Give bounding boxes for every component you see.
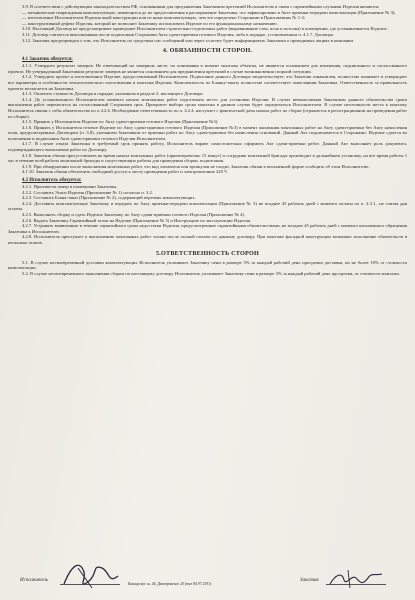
paragraph: 4.2.7. Устранять выявленные в течение гарантийного срока недостатки Изделия, предусмотренные гарантийными обязательствами, не позднее 45 рабочих дней с момента письменного обращения Заказчика к Исполнителю.	[8, 223, 407, 234]
executor-signature-line	[60, 584, 120, 585]
paragraph: 3.11. Договор считается выполненным после подписания Сторонами Акта сдачи-приемки готового Изделия, либо в порядке, установленном п. 4.1.7. Договора.	[22, 31, 335, 37]
document-body	[8, 4, 407, 276]
top-paragraphs	[8, 4, 407, 43]
executor-label: Исполнитель	[20, 578, 49, 583]
signature-footer	[8, 572, 407, 596]
paragraph: 3.12. Заказчик предупрежден о том, что Исполнитель по средствам смс сообщений или через эл.почту будет информировать Заказчика о проводимых акциях в компании.	[22, 37, 355, 43]
paragraph: 3.10. Настоящий Договор не предусматривает проведение Исполнителем строительно-отделочных работ (выравнивание стен, пола и потолка) в помещении, где устанавливается Изделие.	[22, 26, 388, 32]
paragraph: 4.1.8. Заказчик обязан присутствовать во время начала монтажных работ (ориентировочно 15 минут) и сотрудник монтажной бригады производит в дальнейшем установку, на все время работы 1 час в течение всей работы монтажной бригады и сопутствующих работы для проведения сборки, подписания.	[8, 152, 407, 164]
paragraph: 4.1.9. При обнаружении после выполнения монтажных работ, что вид элементов или артикулов не сходит, Заказчик обязан в письменной форме сообщить об этом Исполнителю.	[22, 163, 370, 169]
paragraph: — механические повреждения комплектующих, имеющихся до их предоставления в распоряжение Заказчика, что зафиксировано в Акте приемки-передачи комплектации (Приложение № 3);	[22, 9, 396, 15]
paragraph: 4.1.1. Утвердить результат замеров. Не отвечающий на замерном листе, по понимания в момент монтажа объекты, не являются основанием для изменения, подписанного и согласованного проекта. Не утвержденный Заказчиком результат замеров не является основанием для предъявления претензий в случае возникновения спорной ситуации.	[8, 63, 407, 74]
paragraph: — конструктивный дефект Изделия, который не позволяет Заказчику использовать Изделие по его функциональному назначению.	[22, 20, 278, 26]
paragraph: 4.1.10. Заказчик обязан обеспечить свободный доступ к месту проведения работ и электропитание 220 V.	[22, 169, 228, 175]
subsection-4-1-items	[8, 63, 407, 175]
paragraph: 4.1.2. Утвердить проект и изготовленное Изделие, предоставленный Исполнителем. Подписание данного Договора свидетельствует, что Заказчик ознакомлен, полностью понимает и утверждает все параметры и особенности технологического изготовления и монтажа Изделия. Комплектность по Бланку-заказу полностью соответствует пожеланиям Заказчика. Ответственность за правильность проекта возлагается на Заказчика.	[8, 74, 407, 91]
subsection-4-2-items	[8, 184, 407, 246]
executor-address-note: Каширское ш. 44, Дмитровское 20 (тел 84 97 2931)	[128, 582, 212, 586]
paragraph: 4.1.3. Оплатить стоимость Договора в порядке, указанном в разделе 2. настоящего Договора.	[22, 91, 204, 97]
paragraph: 4.1.4. До установленного Исполнителем момента начала монтажных работ подготовить место для установки Изделия. В случае невыполнения Заказчиком данного обязательства сроки выполнения работ переносятся на согласованный Сторонами срок. Приоритет выбора срока монтажа в данном случае будет определяться Исполнителем. В случае неготовности места к монтажу Исполнитель связан с собы обязательства по п 4.2.6. Необходимые ответственность по п. 4.2.4. наступает с фактической даты начала работ по сборке (отражается в регистрационном на проведения работ по сборке).	[8, 96, 407, 119]
section-5-items	[8, 260, 407, 277]
paragraph: 4.1.6. Принять у Исполнителя готовое Изделие по Акту сдачи-приемки готового Изделия (Приложение №3) в момент окончания монтажных работ на Акту сдачи-приемки без Акту начисления поля, предусмотренных Договором (п. 3.8), указанием Заказчиком от приемки работ по Акту сдачи-приемки без начисления оснований. Данный Акт подписывается в Сторонами. Изделие сдается во исполнение и подписания Акта сдачи-приемки готового Изделия Исполнителем.	[8, 124, 407, 141]
paragraph: 4.1.5. Принять у Исполнителя Изделие по Акту сдачи-приемки готового Изделия (Приложение №3).	[22, 119, 219, 125]
customer-signature-icon	[326, 566, 386, 592]
subsection-4-2-title: 4.2 Исполнитель обязуется:	[22, 178, 82, 184]
section-5-title: 5.ОТВЕТСТВЕННОСТЬ СТОРОН	[155, 249, 260, 257]
paragraph: 4.2.8. Исполнитель приступает к выполнению монтажных работ только после полной оплаты по данному договору. При монтаже фасадной конструкции возможно исполнение обязательств в несколько этапов.	[8, 234, 407, 245]
executor-signature-icon	[58, 558, 128, 592]
customer-label: Заказчик	[300, 578, 319, 583]
customer-signature-line	[326, 584, 386, 585]
paragraph: 4.2.5. Выполнить сборку и сдать Изделие Заказчику по Акту сдачи-приемки готового Изделия (Приложение № 4).	[22, 212, 246, 217]
paragraph: — изготовление Исполнителем Изделия иной конструкции или из иных комплектующих, чем это определено Сторонами в Приложениях № 1-2;	[22, 15, 306, 21]
paragraph: 5.1. В случае несвоевременной доставки комплектующих Исполнитель уплачивает Заказчику пени в размере 3% за каждый рабочий день просрочки доставки, но не более 10% от стоимости комплектации.	[8, 259, 407, 271]
subsection-4-1-title: 4.1 Заказчик обязуется:	[22, 57, 73, 63]
section-4-title: 4. ОБЯЗАННОСТИ СТОРОН.	[162, 47, 253, 55]
paragraph: 4.2.4. Доставить комплектующие Заказчику и передать по Акту приемки-передачи комплектации (Приложение № 3) не позднее 45 рабочих дней с момента оплаты по п. 2.3.1., не считая дня оплаты.	[8, 200, 407, 212]
paragraph: 5.2. В случае несвоевременного выполнения сборки по настоящему договору Исполнитель уплачивает Заказчику пени в размере 3% за каждый рабочий день просрочки, от стоимости монтажа.	[22, 270, 400, 276]
paragraph: 4.2.3. Составить Бланк-заказ (Приложение № 2), содержащий перечень комплектующих.	[22, 195, 196, 201]
paragraph: 4.2.1. Произвести замер в помещении Заказчика.	[22, 184, 118, 190]
paragraph: 4.2.6. Выдать Заказчику Гарантийный талон на Изделие (Приложение № 5) и Инструкцию по эксплуатации Изделия.	[22, 217, 252, 223]
paragraph: 3.9. В соответствии с действующим законодательством РФ, основаниями для предъявления Заказчиком претензий Исполнителю в связи с гарантийными случаями Изделия являются:	[22, 4, 380, 9]
paragraph: 4.1.7. В случае отказа Заказчика в требуемый срок принять работу, Исполнитель вправе самостоятельно оформить Акт сдачи-приемки работ. Данный Акт выполняет роль документа, подтверждающего выполнение работ по Договору.	[8, 141, 407, 153]
paragraph: 4.2.2. Составить Эскиз Изделия (Приложение № 1) согласно п. 3.2.	[22, 189, 153, 195]
